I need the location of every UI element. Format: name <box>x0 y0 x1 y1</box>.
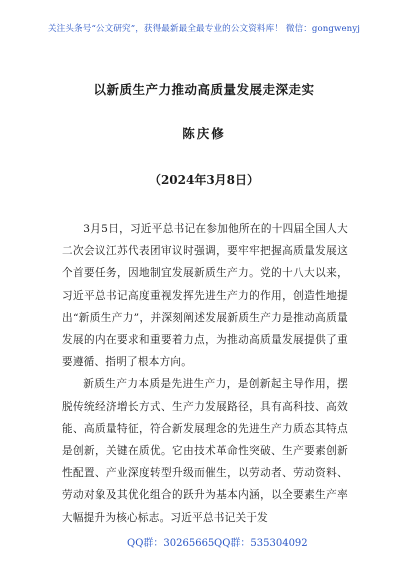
document-author: 陈庆修 <box>182 126 226 141</box>
document-title: 以新质生产力推动高质量发展走深走实 <box>93 82 315 97</box>
header-promo-note: 关注头条号“公文研究”，获得最新最全最专业的公文资料库！ 微信：gongwenyj <box>47 24 361 34</box>
footer-qq-group-2: QQ群：535304092 <box>214 538 308 549</box>
body-paragraph: 3月5日，习近平总书记在参加他所在的十四届全国人大二次会议江苏代表团审议时强调，要牢牢把握高质量发展这个首要任务，因地制宜发展新质生产力。党的十八大以来，习近平总书记高度重视发挥先进生产力的作用，创造性地提出“新质生产力”，并深刻阐述发展新质生产力是推动高质量发展的内在要求和重要着力点，为推动高质量发展提供了重要遵循、指明了根本方向。 <box>62 223 348 369</box>
footer-qq-group-1: QQ群：30265665 <box>127 538 215 549</box>
body-paragraph: 新质生产力本质是先进生产力，是创新起主导作用，摆脱传统经济增长方式、生产力发展路径，具有高科技、高效能、高质量特征，符合新发展理念的先进生产力质态其特点是创新，关键在质优。它由技术革命性突破、生产要素创新性配置、产业深度转型升级而催生，以劳动者、劳动资料、劳动对象及其优化组合的跃升为基本内涵，以全要素生产率大幅提升为核心标志。习近平总书记关于发 <box>62 378 348 524</box>
document-body <box>62 218 348 529</box>
document-date: （2024年3月8日） <box>148 173 260 187</box>
